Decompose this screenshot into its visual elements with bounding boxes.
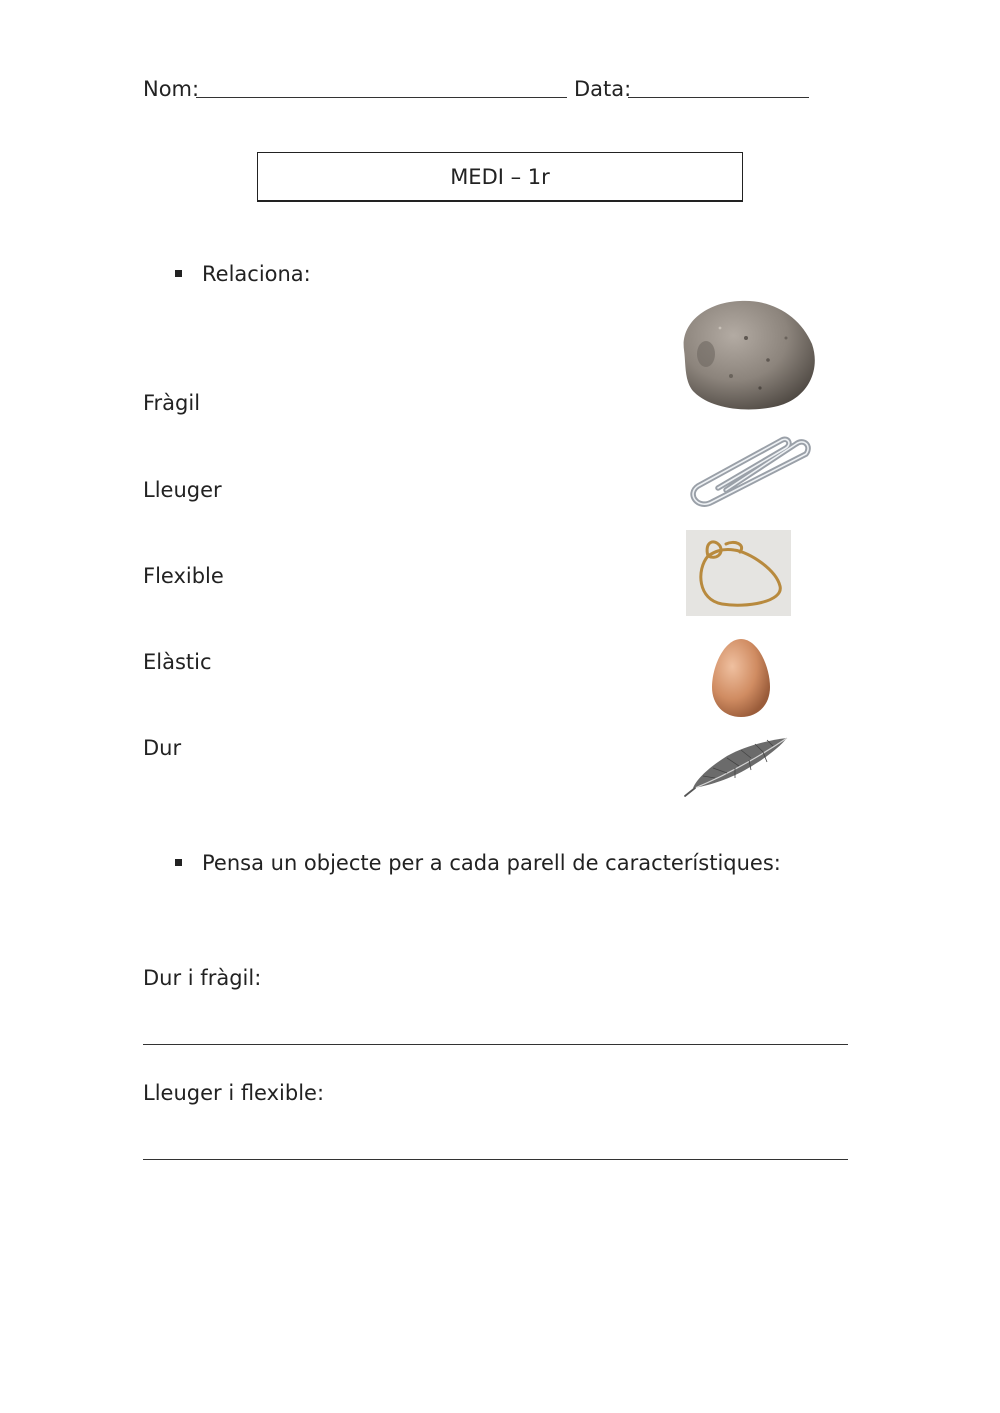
word-flexible[interactable]: Flexible xyxy=(143,564,224,588)
word-elastic[interactable]: Elàstic xyxy=(143,650,212,674)
word-lleuger[interactable]: Lleuger xyxy=(143,478,222,502)
bullet-icon xyxy=(175,270,182,277)
title-box xyxy=(257,152,743,202)
stone-image[interactable] xyxy=(676,298,818,412)
section1-instruction: Relaciona: xyxy=(202,262,311,286)
egg-image[interactable] xyxy=(710,637,772,719)
prompt-lleuger-flexible: Lleuger i flexible: xyxy=(143,1081,325,1105)
word-dur[interactable]: Dur xyxy=(143,736,182,760)
date-input-line[interactable] xyxy=(628,97,809,98)
feather-image[interactable] xyxy=(683,736,789,798)
name-input-line[interactable] xyxy=(196,97,567,98)
bullet-icon xyxy=(175,859,182,866)
prompt-dur-fragil: Dur i fràgil: xyxy=(143,966,262,990)
rubber-band-image[interactable] xyxy=(686,530,791,616)
date-label: Data: xyxy=(574,77,632,101)
name-label: Nom: xyxy=(143,77,200,101)
page-title: MEDI – 1r xyxy=(450,164,550,189)
paperclip-image[interactable] xyxy=(684,432,810,506)
word-fragil[interactable]: Fràgil xyxy=(143,391,201,415)
section2-instruction: Pensa un objecte per a cada parell de característiques: xyxy=(202,851,781,875)
answer-line-2[interactable] xyxy=(143,1159,848,1160)
answer-line-1[interactable] xyxy=(143,1044,848,1045)
